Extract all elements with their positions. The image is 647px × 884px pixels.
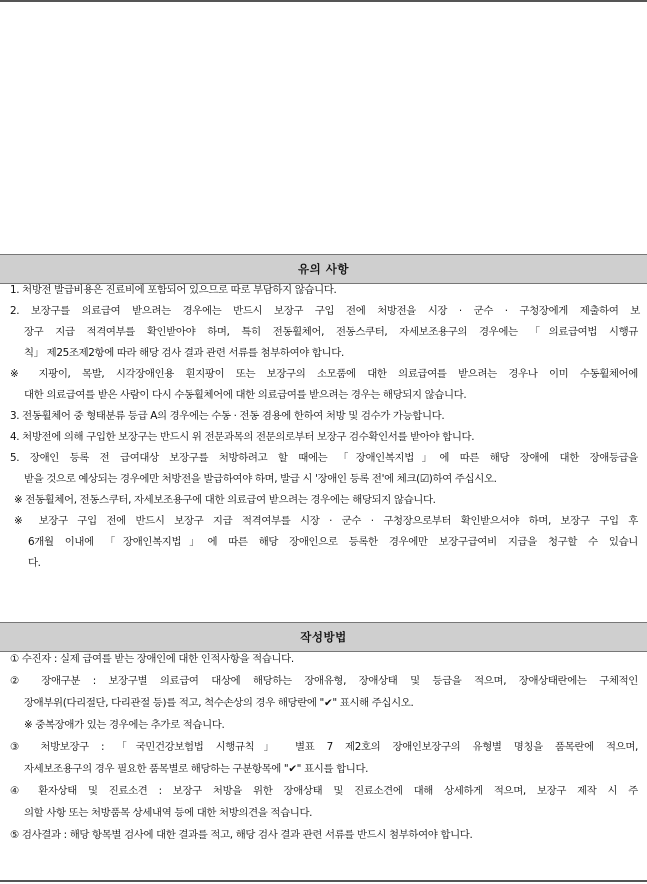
notes-header: 유의 사항 (0, 254, 647, 284)
bottom-rule (0, 880, 647, 882)
method-item-2-cont: 장애부위(다리절단, 다리관절 등)를 적고, 척수손상의 경우 해당란에 "✔" 표시해 주십시오. (24, 697, 414, 709)
note-remark-3-cont: 6개월 이내에 「장애인복지법」에 따른 해당 장애인으로 등록한 경우에만 보장구급여비 지급을 청구할 수 있습니 (28, 536, 638, 548)
note-item-2: 2. 보장구를 의료급여 받으려는 경우에는 반드시 보장구 구입 전에 처방전을 시장 · 군수 · 구청장에게 제출하여 보 (10, 305, 640, 317)
note-item-2-cont: 칙」 제25조제2항에 따라 해당 검사 결과 관련 서류를 첨부하여야 합니다. (24, 347, 344, 359)
top-rule (0, 0, 647, 2)
method-item-4: ④ 환자상태 및 진료소견 : 보장구 처방을 위한 장애상태 및 진료소견에 대해 상세하게 적으며, 보장구 제작 시 주 (10, 785, 638, 797)
note-remark-3-cont: 다. (28, 557, 41, 569)
method-item-3: ③ 처방보장구 : 「국민건강보험법 시행규칙」 별표 7 제2호의 장애인보장구의 유형별 명칭을 품목란에 적으며, (10, 741, 638, 753)
note-item-5: 5. 장애인 등록 전 급여대상 보장구를 처방하려고 할 때에는 「장애인복지법」에 따른 해당 장애에 대한 장애등급을 (10, 452, 638, 464)
note-item-2-cont: 장구 지급 적격여부를 확인받아야 하며, 특히 전동휠체어, 전동스쿠터, 자세보조용구의 경우에는 「의료급여법 시행규 (24, 326, 638, 338)
note-remark-1-cont: 대한 의료급여를 받은 사람이 다시 수동휠체어에 대한 의료급여를 받으려는 경우는 해당되지 않습니다. (24, 389, 467, 401)
method-item-4-cont: 의할 사항 또는 처방품목 상세내역 등에 대한 처방의견을 적습니다. (24, 807, 313, 819)
method-header: 작성방법 (0, 622, 647, 652)
note-remark-3: ※ 보장구 구입 전에 반드시 보장구 지급 적격여부를 시장 · 군수 · 구청장으로부터 확인받으셔야 하며, 보장구 구입 후 (14, 515, 638, 527)
method-item-2: ② 장애구분 : 보장구별 의료급여 대상에 해당하는 장애유형, 장애상태 및 등급을 적으며, 장애상태란에는 구체적인 (10, 675, 638, 687)
note-item-3: 3. 전동휠체어 중 형태분류 등급 A의 경우에는 수동 · 전동 겸용에 한하여 처방 및 검수가 가능합니다. (10, 410, 445, 422)
note-remark-1: ※ 지팡이, 목발, 시각장애인용 흰지팡이 또는 보장구의 소모품에 대한 의료급여를 받으려는 경우나 이미 수동휠체어에 (10, 368, 638, 380)
note-item-1: 1. 처방전 발급비용은 진료비에 포함되어 있으므로 따로 부담하지 않습니다. (10, 284, 337, 296)
note-item-4: 4. 처방전에 의해 구입한 보장구는 반드시 위 전문과목의 전문의로부터 보장구 검수확인서를 받아야 합니다. (10, 431, 475, 443)
note-remark-2: ※ 전동휠체어, 전동스쿠터, 자세보조용구에 대한 의료급여 받으려는 경우에는 해당되지 않습니다. (14, 494, 436, 506)
method-item-1: ① 수진자 : 실제 급여를 받는 장애인에 대한 인적사항을 적습니다. (10, 653, 294, 665)
method-item-2-remark: ※ 중복장애가 있는 경우에는 추가로 적습니다. (24, 719, 225, 731)
method-item-3-cont: 자세보조용구의 경우 필요한 품목별로 해당하는 구분항목에 "✔" 표시를 합니다. (24, 763, 369, 775)
note-item-5-cont: 받을 것으로 예상되는 경우에만 처방전을 발급하여야 하며, 발급 시 '장애인 등록 전'에 체크(☑)하여 주십시오. (24, 473, 497, 485)
method-item-5: ⑤ 검사결과 : 해당 항목별 검사에 대한 결과를 적고, 해당 검사 결과 관련 서류를 반드시 첨부하여야 합니다. (10, 829, 473, 841)
